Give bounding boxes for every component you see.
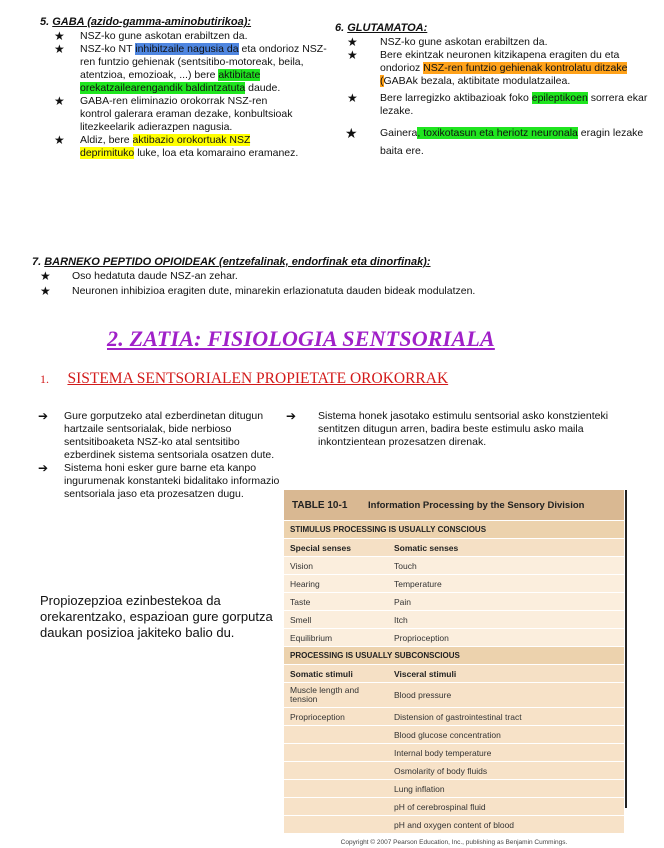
list-item-text: Aldiz, bere [80,134,133,146]
star-bullet-icon: ★ [40,284,51,298]
table-cell [284,762,388,780]
table-row [284,683,624,708]
barneko-heading [32,256,652,268]
arrow-item-text: Sistema honek jasotako estimulu sentsorial asko konstzienteki sentitzen ditugun arren, badira beste estimulu asko maila inkontzientean prozesatzen direnak. [318,410,609,448]
list-item-text: sorrera ekar lezake. [380,92,648,117]
table-cell: Distension of gastrointestinal tract [388,708,624,726]
list-item [335,49,653,88]
barneko-heading-text: BARNEKO PEPTIDO OPIOIDEAK (entzefalinak, endorfinak eta dinorfinak): [44,256,431,268]
glutamatoa-heading [335,22,653,34]
highlight-blue: inhibitzaile nagusia da [135,43,239,55]
gaba-list [40,30,330,160]
gaba-heading-num: 5. [40,16,53,28]
table-row [284,726,624,744]
table-cell: pH and oxygen content of blood [388,816,624,834]
section1-heading [40,370,640,388]
col-header: Visceral stimuli [388,665,624,683]
table-row [284,816,624,834]
list-item-text: Gainera [380,127,418,139]
table-title: Information Processing by the Sensory Division [368,499,585,511]
list-item-text: Bere larregizko aktibazioak foko [380,92,532,104]
star-bullet-icon: ★ [347,48,358,62]
arrow-item-text: Gure gorputzeko atal ezberdinetan ditugun hartzaile sentsorialak, bide nerbioso sentsitiboaketa NSZ-ko atal sentsitibo ezberdinek sistema sentsoriala osatzen dute. [64,410,275,461]
table-cell [284,780,388,798]
table-label: TABLE 10-1 [292,499,348,511]
arrow-bullet-icon: ➔ [38,409,49,423]
table-cell: Hearing [284,575,388,593]
table-cell [284,744,388,762]
list-item [40,95,330,134]
table-cell: Proprioception [388,629,624,647]
arrow-item-text: Sistema honi esker gure barne eta kanpo ingurumenak konstanteki bidalitako informazio sentsoriala jaso eta prozesatzen dugu. [64,462,280,500]
table-copyright: Copyright © 2007 Pearson Education, Inc., publishing as Benjamin Cummings. [340,839,568,846]
list-item-text: Neuronen inhibizioa eragiten dute, minarekin erlazionatuta dauden bideak modulatzen. [72,285,476,297]
list-item [335,124,653,160]
section1-num: 1. [40,372,49,386]
list-item [40,30,330,43]
glutamatoa-heading-text: GLUTAMATOA: [347,22,428,34]
table-row [284,575,624,593]
table-cell: Itch [388,611,624,629]
star-bullet-icon: ★ [54,94,65,108]
list-item [335,36,653,49]
table-cell: Equilibrium [284,629,388,647]
highlight-yellow: aktibazio orokortuak NSZ deprimituko [80,134,251,159]
list-item-text: eragin lezake baita ere. [380,127,644,157]
highlight-orange: NSZ-ren funtzio gehienak kontrolatu ditzake ( [380,62,628,87]
table-row [284,744,624,762]
right-arrow-item [286,410,636,449]
table-figure [284,490,624,846]
table-cell [284,798,388,816]
list-item [32,270,652,283]
part-title: 2. ZATIA: FISIOLOGIA SENTSORIALA [107,326,495,351]
gaba-heading [40,16,330,28]
list-item-text: Oso hedatuta daude NSZ-an zehar. [72,270,238,282]
list-item [32,285,652,298]
left-column [38,410,288,501]
figure-edge-rule [625,490,627,808]
col-header: Special senses [284,539,388,557]
glutamatoa-heading-num: 6. [335,22,348,34]
highlight-green: aktibitate orekatzailearengandik baldintzatuta [80,69,261,94]
table-row [284,557,624,575]
sensory-table [284,520,624,833]
barneko-section [32,256,652,298]
table-cell: Lung inflation [388,780,624,798]
list-item [40,134,330,160]
table-cell: pH of cerebrospinal fluid [388,798,624,816]
list-item-text: NSZ-ko gune askotan erabiltzen da. [80,30,248,42]
table-band-header [284,521,624,539]
list-item-text: eta ondorioz NSZ-ren funtzio gehienak (sentsitibo-motoreak, beila, atentzioa, emozioak, ...) bere [80,43,327,81]
propio-paragraph: Propiozepzioa ezinbestekoa da orekarentzako, espazioan gure gorputza daukan posizioa jakiteko balio du. [40,593,273,640]
table-cell [284,726,388,744]
table-row [284,708,624,726]
table-band-header [284,647,624,665]
list-item-text: GABA-ren eliminazio orokorrak NSZ-ren kontrol galerara eraman dezake, konbultsioak litezkeelarik adierazpen nagusia. [80,95,293,133]
table-title-bar [284,490,624,520]
table-cell: Proprioception [284,708,388,726]
highlight-green: , toxikotasun eta heriotz neuronala [417,127,578,139]
arrow-bullet-icon: ➔ [286,409,297,423]
gaba-heading-text: GABA (azido-gamma-aminobutirikoa): [52,16,252,28]
list-item-text: Bere ekintzak neuronen kitzikapena eragiten du eta ondorioz [380,49,620,74]
list-item [335,92,653,118]
star-bullet-icon: ★ [347,35,358,49]
list-item-text: NSZ-ko gune askotan erabiltzen da. [380,36,548,48]
col-header: Somatic stimuli [284,665,388,683]
section1-title: SISTEMA SENTSORIALEN PROPIETATE OROKORRAK [67,370,449,387]
arrow-bullet-icon: ➔ [38,461,49,475]
table-row [284,611,624,629]
table-row [284,798,624,816]
col-header: Somatic senses [388,539,624,557]
highlight-green: epileptikoen [531,92,588,104]
star-bullet-icon: ★ [54,42,65,56]
list-item-text: NSZ-ko NT [80,43,136,55]
arrow-item [38,410,288,462]
table-cell: Temperature [388,575,624,593]
table-cell: Touch [388,557,624,575]
star-bullet-icon: ★ [345,125,358,141]
star-bullet-icon: ★ [347,91,358,105]
table-row [284,593,624,611]
list-item-text: luke, loa eta komaraino eramanez. [134,147,299,159]
band1-title: STIMULUS PROCESSING IS USUALLY CONSCIOUS [284,521,624,539]
table-cell: Smell [284,611,388,629]
list-item-text: daude. [245,82,281,94]
table-cell: Muscle length and tension [284,683,388,708]
band2-title: PROCESSING IS USUALLY SUBCONSCIOUS [284,647,624,665]
table-subheader [284,665,624,683]
arrow-item [38,462,288,501]
table-cell: Pain [388,593,624,611]
table-cell: Taste [284,593,388,611]
list-item [40,43,330,95]
barneko-heading-num: 7. [32,256,45,268]
table-cell: Blood glucose concentration [388,726,624,744]
table-cell [284,816,388,834]
table-row [284,629,624,647]
star-bullet-icon: ★ [40,269,51,283]
star-bullet-icon: ★ [54,29,65,43]
glutamatoa-list [335,36,653,160]
star-bullet-icon: ★ [54,133,65,147]
list-item-text: GABAk bezala, aktibitate modulatzailea. [383,75,571,87]
table-row [284,762,624,780]
table-cell: Osmolarity of body fluids [388,762,624,780]
table-cell: Vision [284,557,388,575]
table-cell: Internal body temperature [388,744,624,762]
gaba-section [40,16,330,160]
table-subheader [284,539,624,557]
glutamatoa-section [335,22,653,160]
table-row [284,780,624,798]
table-cell: Blood pressure [388,683,624,708]
